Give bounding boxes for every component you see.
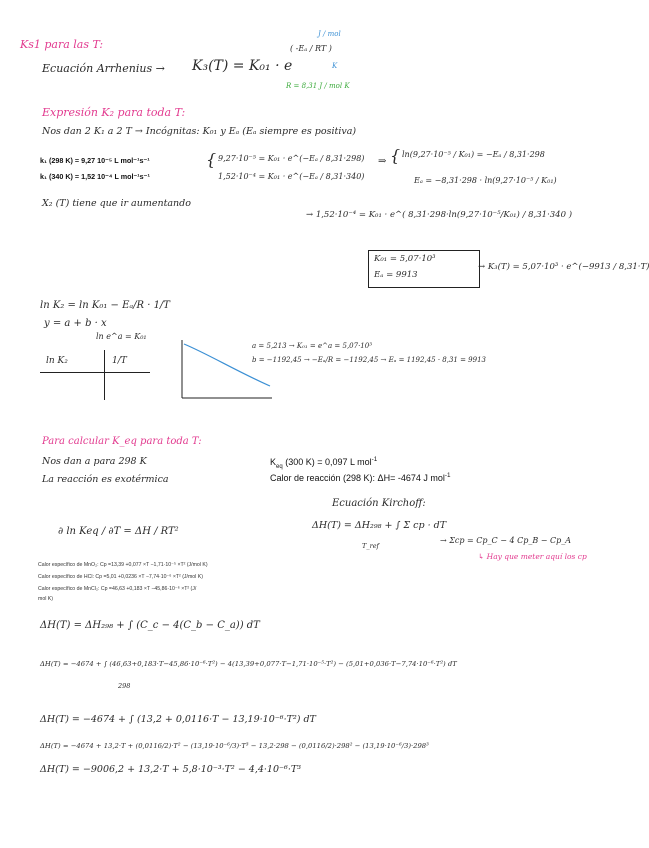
section2-title: Expresión K₂ para toda T: — [42, 106, 186, 119]
cp-mncl2: Calor específico de MnCl₂: Cp =46,63 +0,183 ×T −45,86·10⁻⁶ ×T² (J/ — [38, 586, 197, 592]
linear-form: y = a + b · x — [44, 318, 107, 329]
cp-hcl: Calor específico de HCl: Cp =5,01 +0,0236 ×T −7,74·10⁻⁶ ×T² (J/mol K) — [38, 574, 203, 580]
kirchoff-rhs: → Σcp = Cp_C − 4 Cp_B − Cp_A — [440, 536, 572, 545]
substitution-eq: → 1,52·10⁻⁴ = K₀₁ · e^( 8,31·298·ln(9,27·10⁻⁵/K₀₁) / 8,31·340 ) — [306, 210, 573, 220]
intercept-note: ln e^a = K₀₁ — [96, 332, 147, 341]
result-k01: K₀₁ = 5,07·10³ — [374, 254, 436, 264]
regression-a: a = 5,213 → K₀₁ = e^a = 5,07·10³ — [252, 342, 373, 350]
given-298: Nos dan a para 298 K — [42, 456, 147, 467]
cp-mncl2-units: mol K) — [38, 596, 53, 602]
table-vline — [104, 350, 105, 400]
enthalpy-eq2: ΔH(T) = −4674 + ∫ (46,63+0,183·T−45,86·10⁻⁶·T²) − 4(13,39+0,077·T−1,71·10⁻⁵·T²) − (5,01+0,036·T−7,74·10⁻⁶·T²) dT — [40, 660, 457, 668]
units-annotation: J / mol — [318, 30, 341, 38]
enthalpy-eq5: ΔH(T) = −9006,2 + 13,2·T + 5,8·10⁻³·T² − 4,4·10⁻⁶·T³ — [40, 764, 302, 775]
table-hline — [40, 372, 150, 373]
integral-lower-298: 298 — [118, 682, 131, 690]
section1-title: Ks1 para las T: — [20, 38, 104, 51]
kirchoff-note: ↳ Hay que meter aquí los cp — [478, 552, 587, 561]
vant-hoff-eq: ∂ ln Keq / ∂T = ΔH / RT² — [58, 526, 179, 537]
enthalpy-eq4: ΔH(T) = −4674 + 13,2·T + (0,0116/2)·T² − (13,19·10⁻⁶/3)·T³ − 13,2·298 − (0,0116/2)·298² − (13,19·10⁻⁶/3)·298³ — [40, 742, 429, 750]
reaction-heat: Calor de reacción (298 K): ΔH= -4674 J mol$^{-1}$ — [270, 472, 451, 483]
kirchoff-lower-limit: T_ref — [362, 542, 379, 550]
arrhenius-label: Ecuación Arrhenius → — [42, 62, 165, 75]
plot-curve — [184, 344, 270, 386]
ln-eq2: Eₐ = −8,31·298 · ln(9,27·10⁻⁵ / K₀₁) — [414, 176, 557, 185]
ln-eq1: ln(9,27·10⁻⁵ / K₀₁) = −Eₐ / 8,31·298 — [402, 150, 545, 159]
system-brace-2: { — [390, 146, 401, 165]
kirchoff-eq: ΔH(T) = ΔH₂₉₈ + ∫ Σ cp · dT — [312, 520, 447, 531]
section4-title: Para calcular K_eq para toda T: — [42, 436, 202, 447]
final-equation: → K₃(T) = 5,07·10³ · e^(−9913 / 8,31·T) — [478, 262, 649, 272]
k1-298: k₁ (298 K) = 9,27 10⁻⁵ L mol⁻¹s⁻¹ — [40, 156, 150, 165]
kelvin-annotation: K — [332, 62, 338, 70]
enthalpy-eq3: ΔH(T) = −4674 + ∫ (13,2 + 0,0116·T − 13,19·10⁻⁶·T²) dT — [40, 714, 316, 725]
enthalpy-eq1: ΔH(T) = ΔH₂₉₈ + ∫ (C_c − 4(C_b − C_a)) dT — [40, 620, 260, 631]
table-header-invt: 1/T — [112, 356, 127, 366]
system-brace: { — [206, 150, 217, 169]
increasing-note: X₂ (T) tiene que ir aumentando — [42, 198, 191, 209]
gas-constant-annotation: R = 8,31 J / mol K — [286, 82, 350, 90]
arrow-icon: ⇒ — [378, 156, 387, 167]
arrhenius-equation: K₃(T) = K₀₁ · e — [192, 58, 293, 74]
given-exothermic: La reacción es exotérmica — [42, 474, 169, 485]
keq-value: $K_{eq}$ (300 K) = 0,097 L mol$^{-1}$ — [270, 456, 378, 470]
system-eq2: 1,52·10⁻⁴ = K₀₁ · e^(−Eₐ / 8,31·340) — [218, 172, 365, 181]
system-eq1: 9,27·10⁻⁵ = K₀₁ · e^(−Eₐ / 8,31·298) — [218, 154, 365, 163]
section2-intro: Nos dan 2 K₁ a 2 T → Incógnitas: K₀₁ y Eₐ (Eₐ siempre es positiva) — [42, 126, 357, 137]
cp-mno2: Calor específico de MnO₂: Cp =13,39 +0,077 ×T −1,71·10⁻⁵ ×T² (J/mol K) — [38, 562, 208, 568]
k1-340: k₁ (340 K) = 1,52 10⁻⁴ L mol⁻¹s⁻¹ — [40, 172, 150, 181]
result-ea: Eₐ = 9913 — [374, 270, 418, 280]
arrhenius-exponent: ( -Eₐ / RT ) — [290, 44, 332, 53]
regression-b: b = −1192,45 → −Eₐ/R = −1192,45 → Eₐ = 1192,45 · 8,31 = 9913 — [252, 356, 486, 364]
table-header-lnk: ln K₂ — [46, 356, 68, 366]
kirchoff-title: Ecuación Kirchoff: — [332, 498, 426, 509]
linearized-eq: ln K₂ = ln K₀₁ − Eₐ/R · 1/T — [40, 300, 170, 311]
